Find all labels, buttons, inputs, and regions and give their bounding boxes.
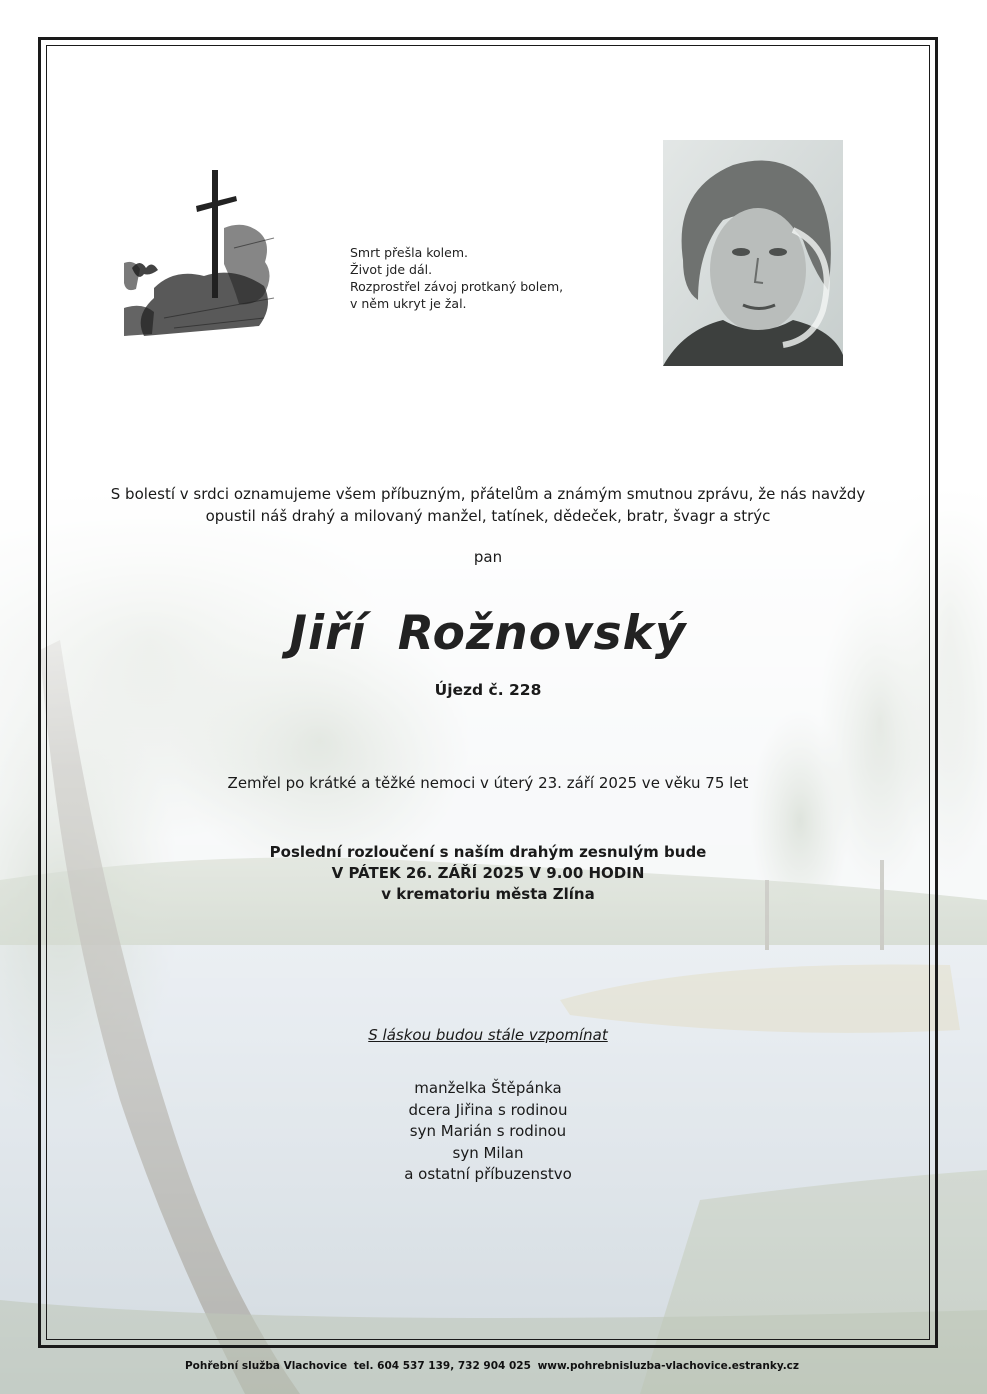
mourner: a ostatní příbuzenstvo — [404, 1165, 572, 1183]
remembrance-line: S láskou budou stále vzpomínat — [368, 1026, 608, 1044]
cross-engraving-image — [124, 168, 280, 338]
funeral-date: V PÁTEK 26. ZÁŘÍ 2025 V 9.00 HODIN — [331, 864, 645, 882]
announcement-line: opustil náš drahý a milovaný manžel, tatínek, dědeček, bratr, švagr a strýc — [205, 507, 771, 525]
footer-phone: tel. 604 537 139, 732 904 025 — [353, 1360, 531, 1372]
announcement-line: S bolestí v srdci oznamujeme všem příbuzným, přátelům a známým smutnou zprávu, že nás navždy — [110, 485, 866, 503]
poem-line: Rozprostřel závoj protkaný bolem, — [350, 279, 564, 294]
mourner: manželka Štěpánka — [414, 1079, 562, 1097]
funeral-place: v krematoriu města Zlína — [381, 885, 595, 903]
funeral-line: Poslední rozloučení s naším drahým zesnulým bude — [269, 843, 707, 861]
poem — [350, 244, 563, 312]
poem-line: Život jde dál. — [350, 262, 433, 277]
footer-company: Pohřební služba Vlachovice — [184, 1360, 348, 1372]
death-notice: Zemřel po krátké a těžké nemoci v úterý 23. září 2025 ve věku 75 let — [227, 774, 749, 792]
mourner: syn Marián s rodinou — [409, 1122, 567, 1140]
mourner: syn Milan — [452, 1143, 524, 1162]
announcement-text — [60, 483, 916, 527]
mourner: dcera Jiřina s rodinou — [408, 1100, 568, 1119]
footer — [38, 1360, 949, 1372]
poem-line: v něm ukryt je žal. — [350, 296, 467, 311]
mourners-list — [60, 1078, 916, 1186]
footer-website[interactable]: www.pohrebnisluzba-vlachovice.estranky.cz — [537, 1360, 800, 1372]
poem-line: Smrt přešla kolem. — [350, 245, 468, 260]
funeral-info — [60, 842, 916, 905]
deceased-name: Jiří Rožnovský — [289, 606, 687, 661]
portrait-photo — [663, 140, 843, 366]
deceased-address: Újezd č. 228 — [434, 681, 542, 699]
salutation: pan — [473, 548, 503, 566]
